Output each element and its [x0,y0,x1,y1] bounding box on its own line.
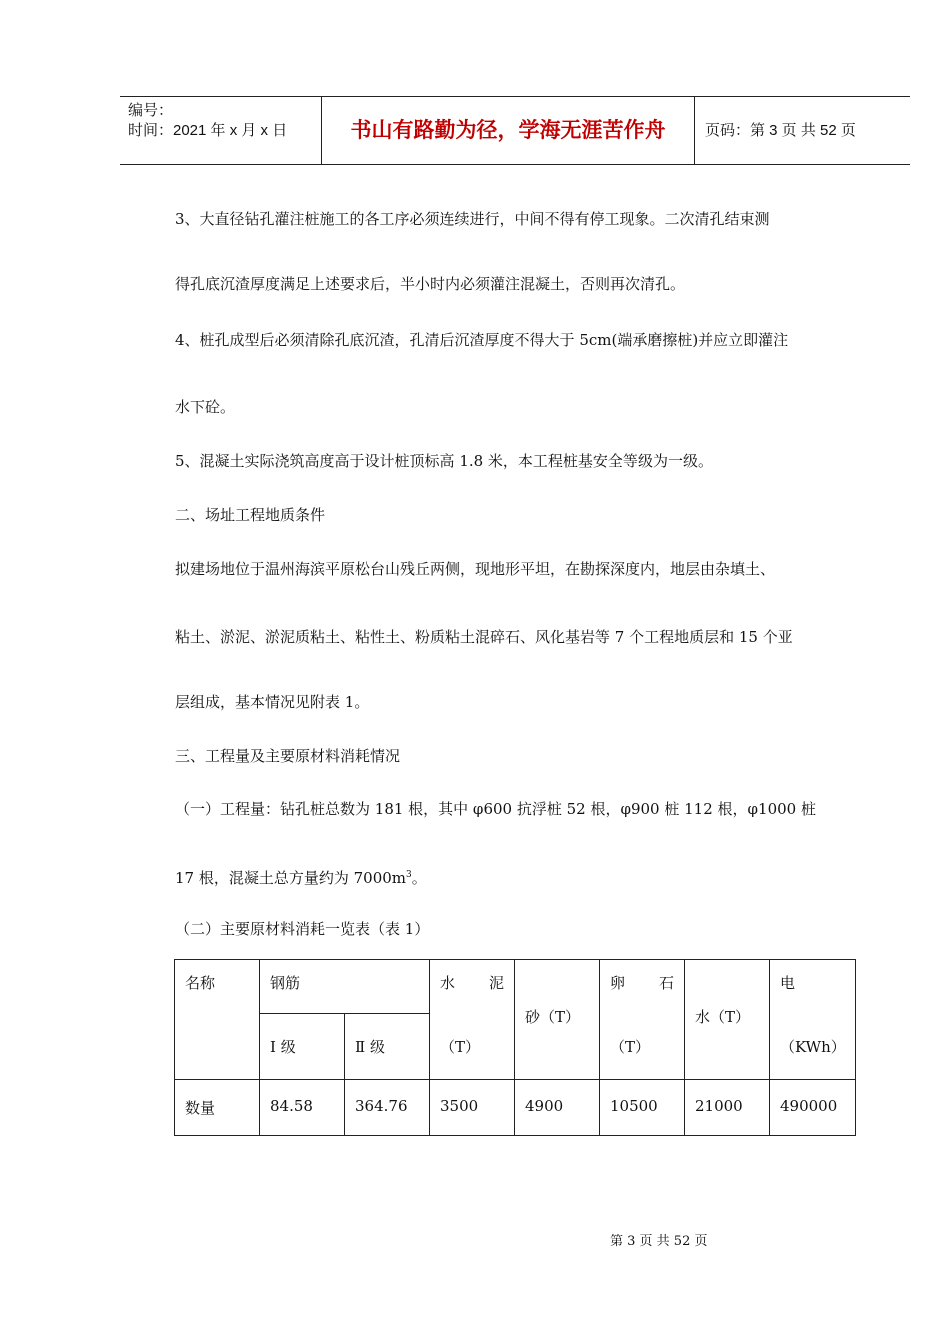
cement-unit: （T） [440,1038,481,1056]
electricity-label: 电 [780,974,796,992]
section-heading-site-geology: 二、场址工程地质条件 [175,506,326,524]
geology-paragraph-line-1: 拟建场地位于温州海滨平原松台山残丘两侧，现地形平坦，在勘探深度内，地层由杂填土、 [175,560,776,578]
quantities-paragraph-line-2 [175,864,865,889]
table-header-cement [430,960,515,1080]
table-row-label: 数量 [175,1080,260,1136]
paragraph-3-line-2: 得孔底沉渣厚度满足上述要求后，半小时内必须灌注混凝土，否则再次清孔。 [175,275,686,293]
quantities-text: 17 根，混凝土总方量约为 7000m [175,869,407,887]
table-caption: （二）主要原材料消耗一览表（表 1） [175,920,430,938]
paragraph-4-line-2: 水下砼。 [175,398,236,416]
table-cell-water: 21000 [685,1080,770,1136]
header-page-number: 页码：第 3 页 共 52 页 [705,122,856,139]
table-header-name: 名称 [175,960,260,1080]
header-meta [120,97,321,164]
geology-paragraph-line-2: 粘土、淤泥、淤泥质粘土、粘性土、粉质粘土混碎石、风化基岩等 7 个工程地质层和 15 个亚 [175,628,793,646]
paragraph-5: 5、混凝土实际浇筑高度高于设计桩顶标高 1.8 米，本工程桩基安全等级为一级。 [175,452,713,470]
table-header-steel-grade-1: Ⅰ 级 [260,1014,345,1080]
paragraph-3-line-1: 3、大直径钻孔灌注桩施工的各工序必须连续进行，中间不得有停工现象。二次清孔结束测 [175,210,770,228]
table-header-stone [600,960,685,1080]
document-time-label: 时间：2021 年 x 月 x 日 [128,122,288,139]
table-header-water: 水（T） [685,960,770,1080]
quantities-paragraph-line-1: （一）工程量：钻孔桩总数为 181 根，其中 φ600 抗浮桩 52 根，φ900 桩 112 根，φ1000 桩 [175,800,816,818]
table-cell-steel-grade-1: 84.58 [260,1080,345,1136]
table-header-sand: 砂（T） [515,960,600,1080]
table-header-steel-grade-2: Ⅱ 级 [345,1014,430,1080]
table-cell-stone: 10500 [600,1080,685,1136]
paragraph-4-line-1: 4、桩孔成型后必须清除孔底沉渣，孔清后沉渣厚度不得大于 5cm(端承磨擦桩)并应立即灌注 [175,331,789,349]
cubic-superscript: 3 [406,870,412,880]
stone-label-a: 卵 [610,974,626,992]
table-cell-steel-grade-2: 364.76 [345,1080,430,1136]
stone-unit: （T） [610,1038,651,1056]
cement-label-a: 水 [440,974,456,992]
table-cell-sand: 4900 [515,1080,600,1136]
header-motto: 书山有路勤为径，学海无涯苦作舟 [321,97,695,164]
table-cell-cement: 3500 [430,1080,515,1136]
quantities-period: 。 [411,869,427,887]
document-number-label: 编号： [128,102,174,119]
table-header-steel: 钢筋 [260,960,430,1014]
page-footer: 第 3 页 共 52 页 [610,1234,708,1249]
geology-paragraph-line-3: 层组成，基本情况见附表 1。 [175,693,370,711]
table-header-electricity [770,960,856,1080]
electricity-unit: （KWh） [780,1038,846,1056]
section-heading-quantities: 三、工程量及主要原材料消耗情况 [175,747,401,765]
table-cell-electricity: 490000 [770,1080,856,1136]
cement-label-b: 泥 [488,974,504,992]
stone-label-b: 石 [658,974,674,992]
materials-table [174,959,856,1136]
page-header [120,96,910,165]
